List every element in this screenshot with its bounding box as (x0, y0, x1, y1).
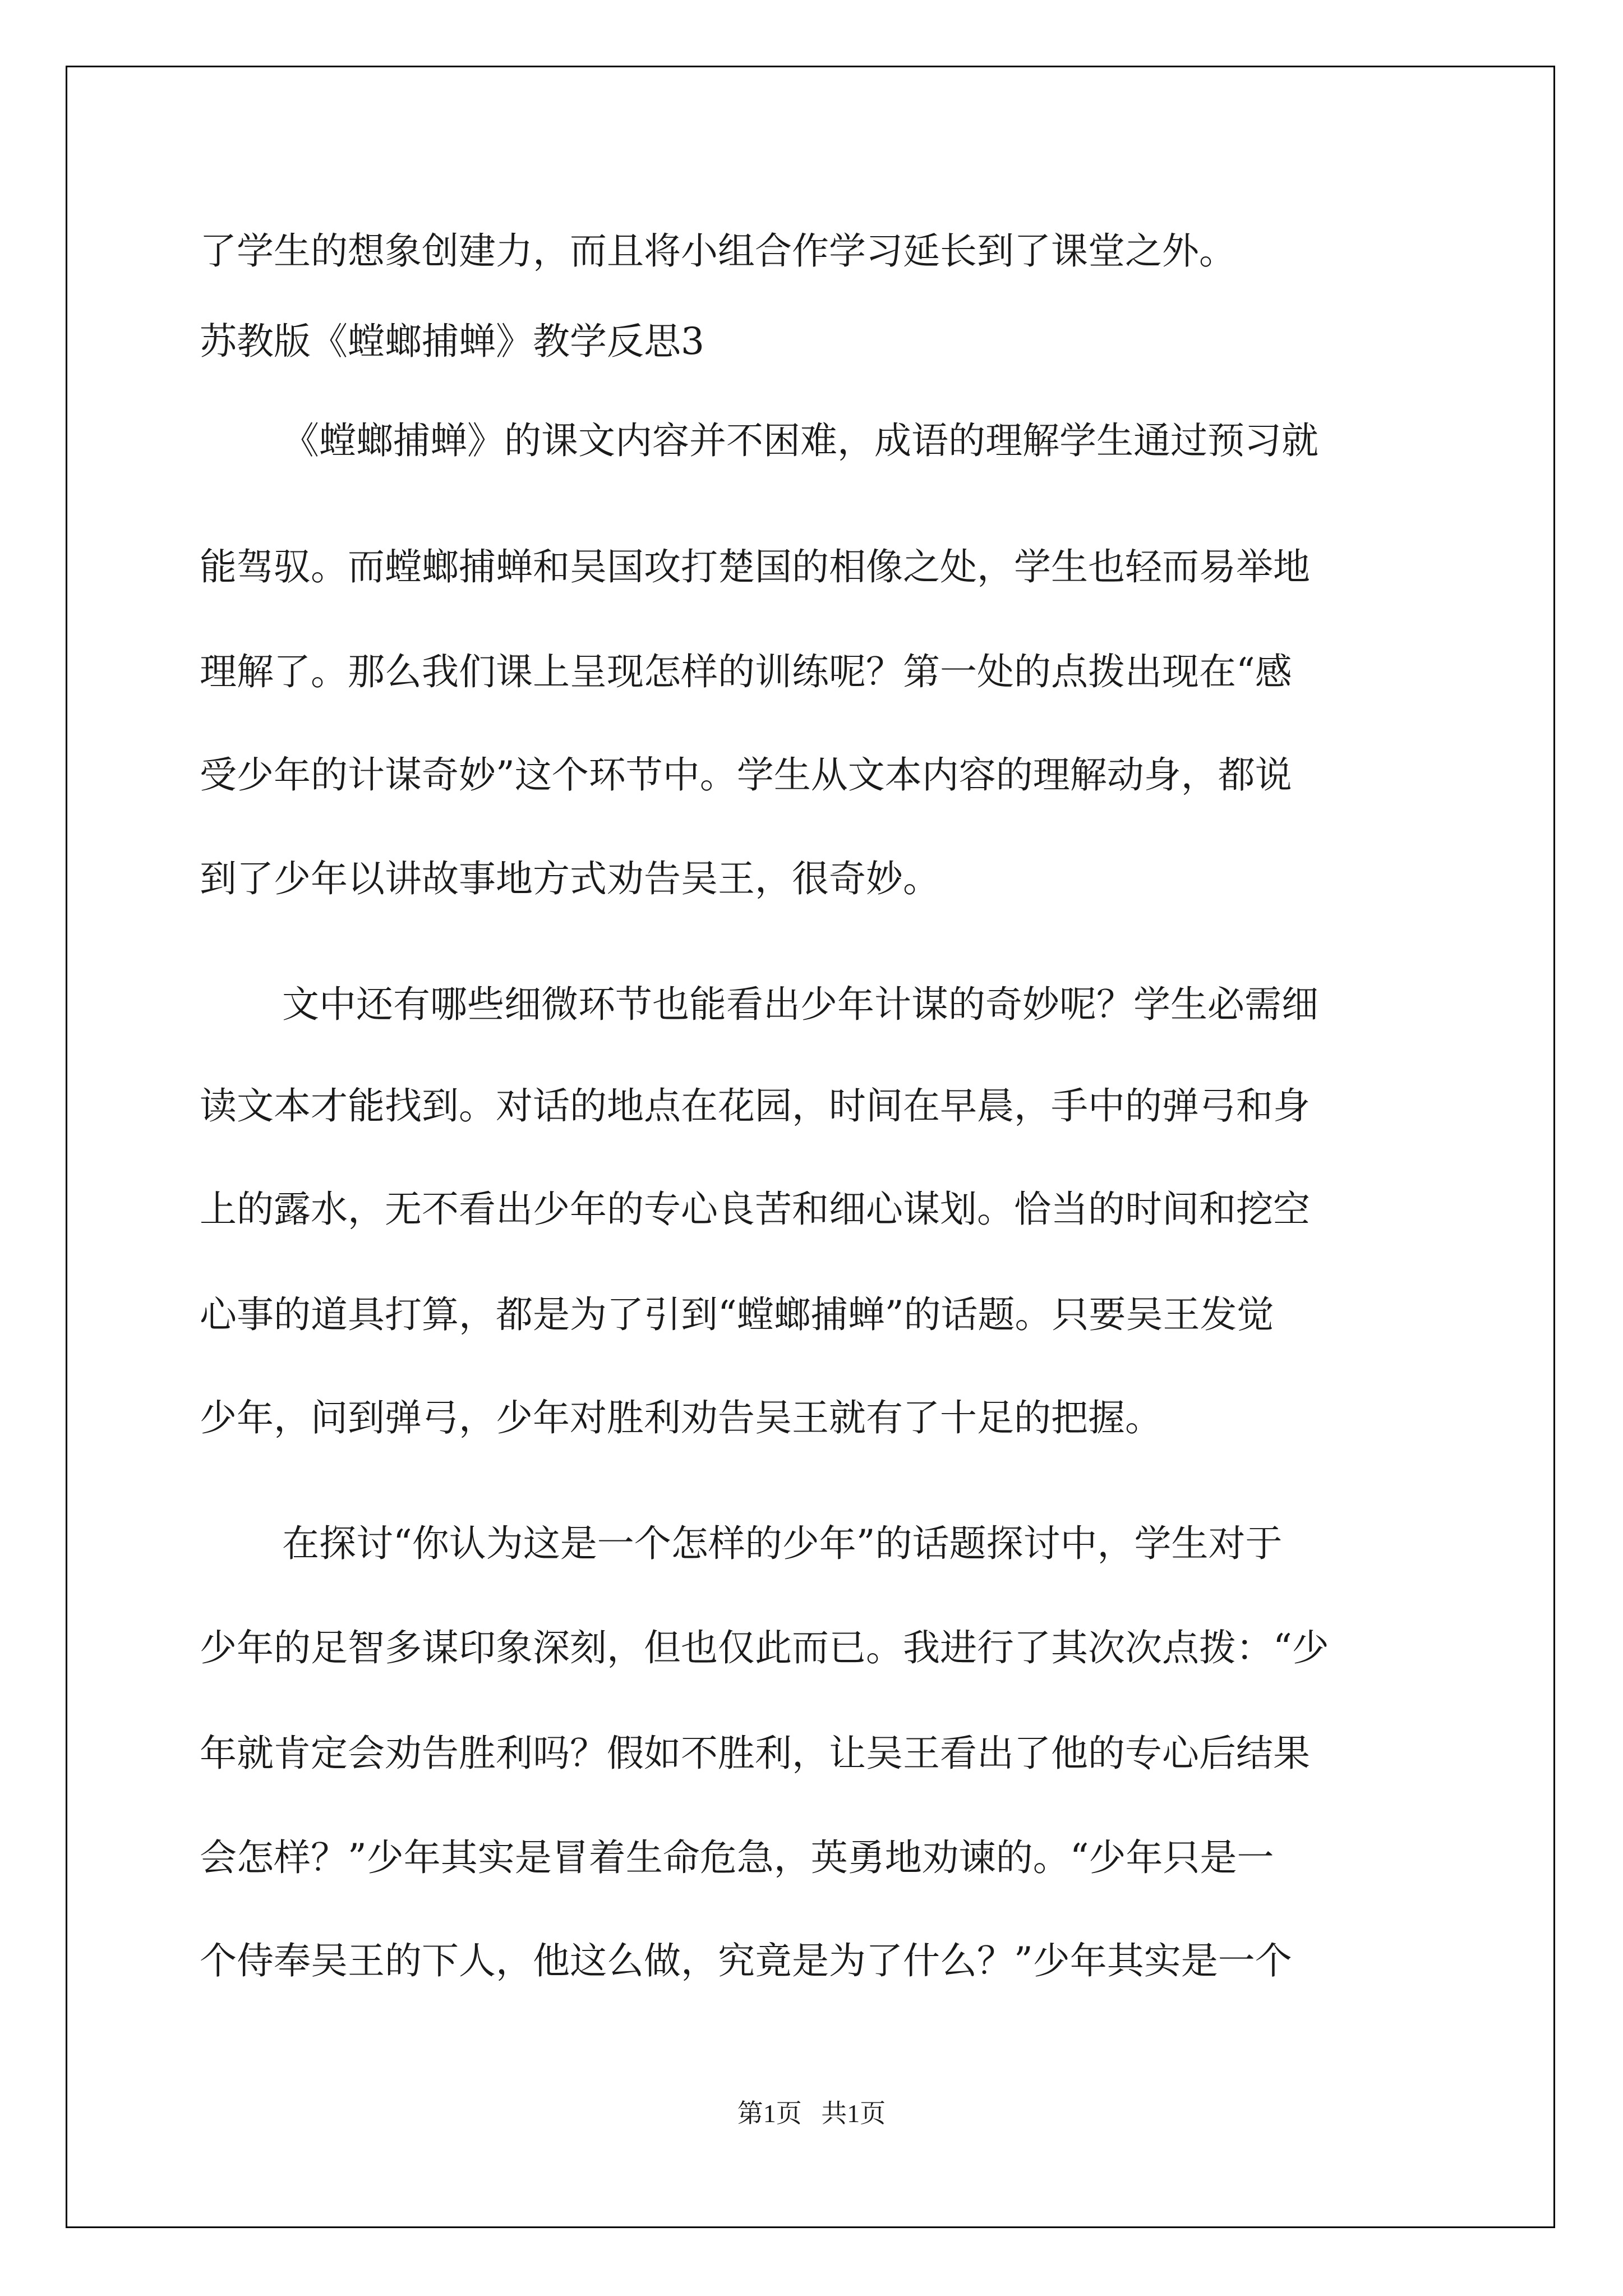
text-line: 文中还有哪些细微环节也能看出少年计谋的奇妙呢？学生必需细 (282, 983, 1318, 1026)
page-border (66, 66, 1555, 2228)
text-line: 读文本才能找到。对话的地点在花园，时间在早晨，手中的弹弓和身 (200, 1084, 1310, 1128)
text-line: 能驾驭。而螳螂捕蝉和吴国攻打楚国的相像之处，学生也轻而易举地 (200, 545, 1310, 588)
text-line: 个侍奉吴王的下人，他这么做，究竟是为了什么？”少年其实是一个 (200, 1939, 1292, 1982)
text-line: 心事的道具打算，都是为了引到“螳螂捕蝉”的话题。只要吴王发觉 (200, 1293, 1274, 1336)
section-heading: 苏教版《螳螂捕蝉》教学反思3 (200, 320, 704, 363)
text-line: 了学生的想象创建力，而且将小组合作学习延长到了课堂之外。 (200, 229, 1236, 273)
text-line: 理解了。那么我们课上呈现怎样的训练呢？第一处的点拨出现在“感 (200, 650, 1292, 693)
text-line: 会怎样？”少年其实是冒着生命危急，英勇地劝谏的。“少年只是一 (200, 1836, 1274, 1879)
text-line: 少年的足智多谋印象深刻，但也仅此而已。我进行了其次次点拨：“少 (200, 1626, 1329, 1669)
text-line: 年就肯定会劝告胜利吗？假如不胜利，让吴王看出了他的专心后结果 (200, 1732, 1310, 1775)
page-footer: 第1页 共1页 (737, 2099, 886, 2128)
text-line: 少年，问到弹弓，少年对胜利劝告吴王就有了十足的把握。 (200, 1396, 1162, 1439)
text-line: 在探讨“你认为这是一个怎样的少年”的话题探讨中，学生对于 (282, 1522, 1283, 1565)
text-line: 上的露水，无不看出少年的专心良苦和细心谋划。恰当的时间和挖空 (200, 1188, 1310, 1231)
text-line: 《螳螂捕蝉》的课文内容并不困难，成语的理解学生通过预习就 (282, 419, 1318, 462)
text-line: 受少年的计谋奇妙”这个环节中。学生从文本内容的理解动身，都说 (200, 753, 1292, 797)
text-line: 到了少年以讲故事地方式劝告吴王，很奇妙。 (200, 857, 940, 900)
